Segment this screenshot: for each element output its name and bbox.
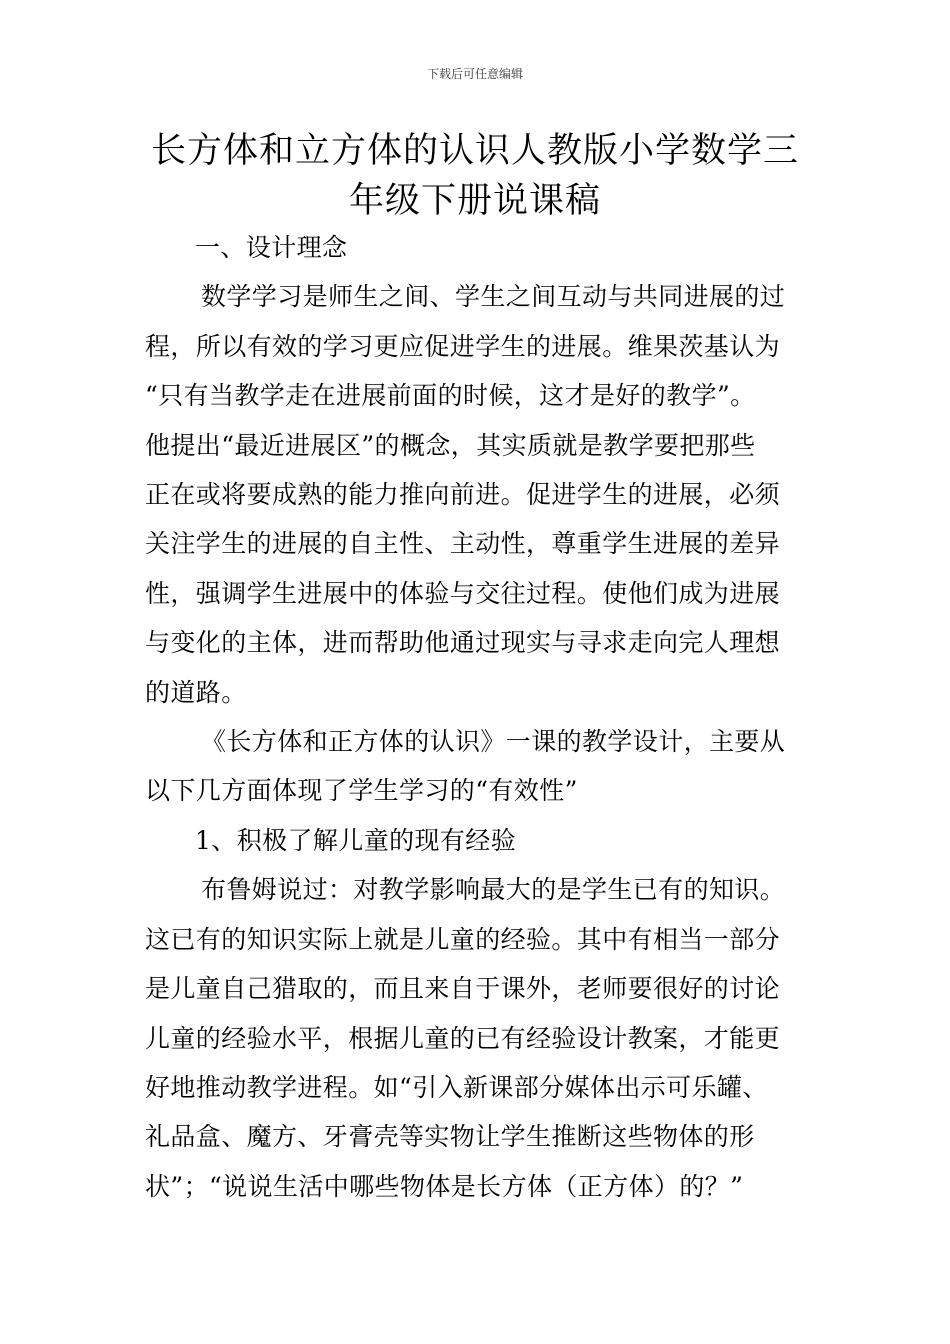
paragraph-line: 的道路。 [145, 677, 247, 707]
paragraph-line: 性，强调学生进展中的体验与交往过程。使他们成为进展 [145, 578, 781, 608]
paragraph-line: 数学学习是师生之间、学生之间互动与共同进展的过 [201, 282, 786, 312]
paragraph-line: 与变化的主体，进而帮助他通过现实与寻求走向完人理想 [145, 628, 781, 658]
paragraph-bloom-quote [145, 865, 813, 1211]
paragraph-line: 状”；“说说生活中哪些物体是长方体（正方体）的？” [145, 1171, 744, 1201]
header-note: 下载后可任意编辑 [426, 67, 523, 81]
heading-line: 1、积极了解儿童的现有经验 [195, 825, 517, 855]
paragraph-line: “只有当教学走在进展前面的时候，这才是好的教学”。 [145, 381, 756, 411]
document-body [145, 223, 813, 1211]
paragraph-line: 这已有的知识实际上就是儿童的经验。其中有相当一部分 [145, 924, 781, 954]
paragraph-line: 好地推动教学进程。如“引入新课部分媒体出示可乐罐、 [145, 1072, 768, 1102]
paragraph-line: 礼品盒、魔方、牙膏壳等实物让学生推断这些物体的形 [145, 1122, 755, 1152]
paragraph-line: 《长方体和正方体的认识》一课的教学设计，主要从 [201, 727, 786, 757]
paragraph-line: 关注学生的进展的自主性、主动性，尊重学生进展的差异 [145, 529, 781, 559]
title-line: 年级下册说课稿 [348, 181, 601, 221]
paragraph-line: 布鲁姆说过：对教学影响最大的是学生已有的知识。 [201, 875, 786, 905]
paragraph-line: 是儿童自己猎取的，而且来自于课外，老师要很好的讨论 [145, 974, 781, 1004]
paragraph-line: 程，所以有效的学习更应促进学生的进展。维果茨基认为 [145, 331, 781, 361]
title-line: 长方体和立方体的认识人教版小学数学三 [150, 131, 799, 171]
paragraph-lesson-design [145, 717, 813, 816]
paragraph-learning-theory [145, 272, 813, 717]
document-title [145, 126, 805, 226]
paragraph-line: 他提出“最近进展区”的概念，其实质就是教学要把那些 [145, 430, 756, 460]
paragraph-line: 以下几方面体现了学生学习的“有效性” [145, 776, 578, 806]
section-heading-design-concept [145, 223, 813, 272]
section-heading-child-experience [145, 816, 813, 865]
heading-line: 一、设计理念 [195, 233, 348, 262]
paragraph-line: 正在或将要成熟的能力推向前进。促进学生的进展，必须 [145, 480, 781, 510]
paragraph-line: 儿童的经验水平，根据儿童的已有经验设计教案，才能更 [145, 1023, 781, 1053]
